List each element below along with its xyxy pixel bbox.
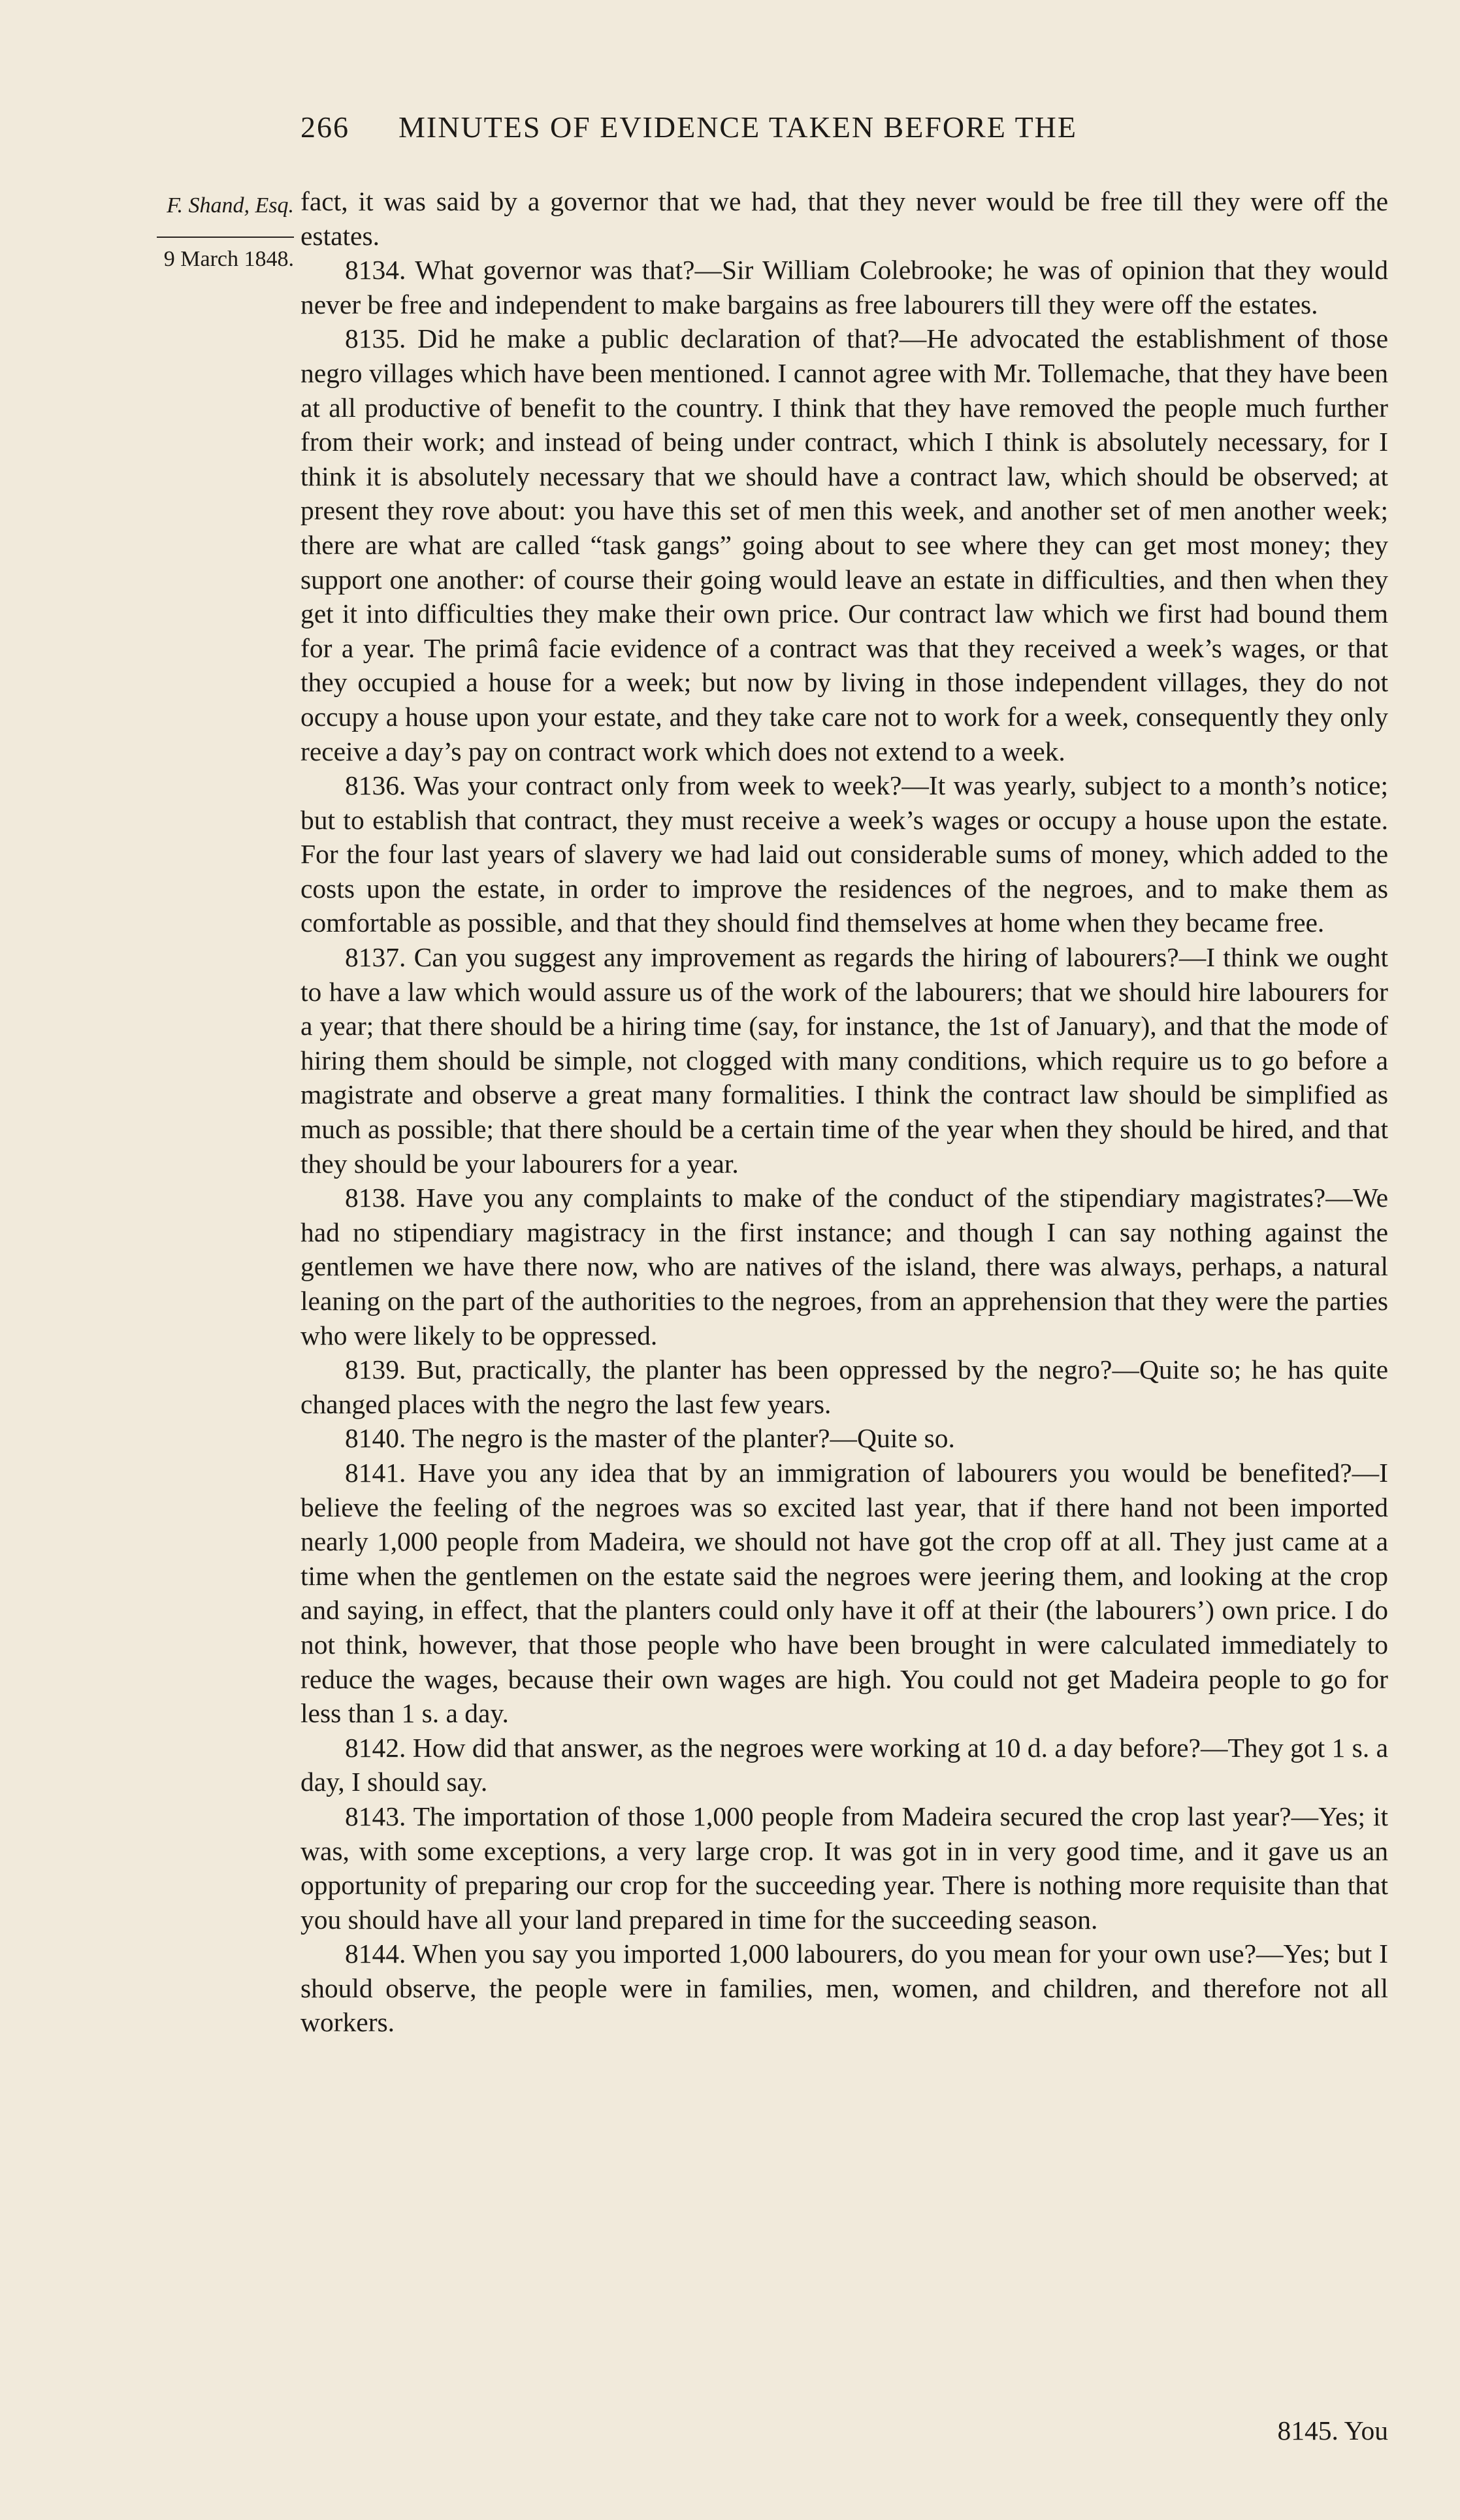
- paragraph: 8142. How did that answer, as the negroes were working at 10 d. a day before?—They got 1 s. a day, I should say.: [300, 1732, 1388, 1797]
- paragraph: 8139. But, practically, the planter has been oppressed by the negro?—Quite so; he has quite changed places with the negro the last few years.: [300, 1354, 1388, 1419]
- page-number: 266: [300, 110, 349, 144]
- running-header: [300, 110, 1391, 144]
- paragraph: 8136. Was your contract only from week to week?—It was yearly, subject to a month’s notice; but to establish that contract, they must receive a week’s wages or occupy a house upon the estate. For the four last years of slavery we had laid out considerable sums of money, which added to the costs upon the estate, in order to improve the residences of the negroes, and to make them as comfortable as possible, and that they should find themselves at home when they became free.: [300, 770, 1388, 938]
- paragraph: 8141. Have you any idea that by an immigration of labourers you would be benefited?—I believe the feeling of the negroes was so excited last year, that if there hand not been imported nearly 1,000 people from Madeira, we should not have got the crop off at all. They just came at a time when the gentlemen on the estate said the negroes were jeering them, and looking at the crop and saying, in effect, that the planters could only have it off at their (the labourers’) own price. I do not think, however, that those people who have been brought in were calculated immediately to reduce the wages, because their own wages are high. You could not get Madeira people to go for less than 1 s. a day.: [300, 1457, 1388, 1729]
- paragraph: fact, it was said by a governor that we had, that they never would be free till they were off the estates.: [300, 186, 1388, 251]
- paragraph: 8137. Can you suggest any improvement as regards the hiring of labourers?—I think we ought to have a law which would assure us of the work of the labourers; that we should hire labourers for a year; that there should be a hiring time (say, for instance, the 1st of January), and that the mode of hiring them should be simple, not clogged with many conditions, which require us to go before a magistrate and observe a great many formalities. I think the contract law should be simplified as much as possible; that there should be a certain time of the year when they should be hired, and that they should be your labourers for a year.: [300, 942, 1388, 1179]
- catchword: 8145. You: [1277, 2415, 1388, 2446]
- paragraph: 8144. When you say you imported 1,000 labourers, do you mean for your own use?—Yes; but I should observe, the people were in families, men, women, and children, and therefore not all workers.: [300, 1939, 1388, 2038]
- paragraph: 8138. Have you any complaints to make of the conduct of the stipendiary magistrates?—We had no stipendiary magistracy in the first instance; and though I can say nothing against the gentlemen we have there now, who are natives of the island, there was always, perhaps, a natural leaning on the part of the authorities to the negroes, from an apprehension that they were the parties who were likely to be oppressed.: [300, 1183, 1388, 1350]
- margin-rule: [157, 237, 294, 238]
- running-title: MINUTES OF EVIDENCE TAKEN BEFORE THE: [398, 110, 1077, 144]
- margin-date: 9 March 1848.: [163, 247, 294, 271]
- paragraph: 8140. The negro is the master of the planter?—Quite so.: [345, 1423, 955, 1454]
- evidence-text: [300, 184, 1388, 2040]
- margin-witness-name: F. Shand, Esq.: [167, 193, 294, 218]
- paragraph: 8143. The importation of those 1,000 people from Madeira secured the crop last year?—Yes; it was, with some exceptions, a very large crop. It was got in in very good time, and it gave us an opportunity of preparing our crop for the succeeding year. There is nothing more requisite than that you should have all your land prepared in time for the succeeding season.: [300, 1801, 1388, 1935]
- paragraph: 8135. Did he make a public declaration of that?—He advocated the establishment of those negro villages which have been mentioned. I cannot agree with Mr. Tollemache, that they have been at all productive of benefit to the country. I think that they have removed the people much further from their work; and instead of being under contract, which I think is absolutely necessary, for I think it is absolutely necessary that we should have a contract law, which should be observed; at present they rove about: you have this set of men this week, and another set of men another week; there are what are called “task gangs” going about to see where they can get most money; they support one another: of course their going would leave an estate in difficulties, and then when they get it into difficulties they make their own price. Our contract law which we first had bound them for a year. The primâ facie evidence of a contract was that they received a week’s wages, or that they occupied a house for a week; but now by living in those independent villages, they do not occupy a house upon your estate, and they take care not to work for a week, consequently they only receive a day’s pay on contract work which does not extend to a week.: [300, 323, 1388, 766]
- paragraph: 8134. What governor was that?—Sir William Colebrooke; he was of opinion that they would never be free and independent to make bargains as free labourers till they were off the estates.: [300, 255, 1388, 319]
